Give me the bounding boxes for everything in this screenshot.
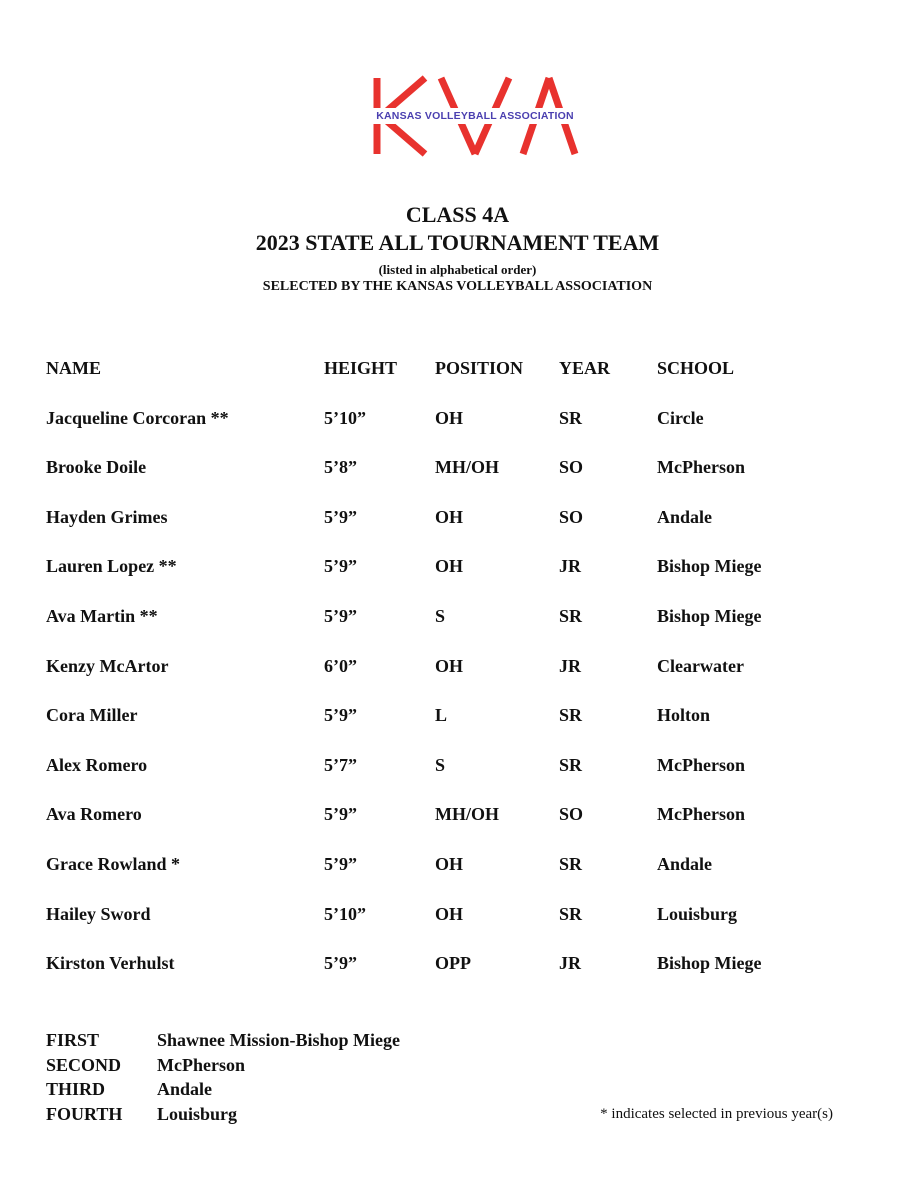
player-year: SO <box>559 457 584 478</box>
table-row <box>46 851 866 901</box>
player-school: Circle <box>657 407 704 428</box>
player-name: Ava Martin ** <box>46 605 158 626</box>
player-height: 5’9” <box>324 953 357 974</box>
player-school: Louisburg <box>657 903 738 924</box>
player-year: SR <box>559 903 583 924</box>
player-year: JR <box>559 556 581 577</box>
player-school: Andale <box>657 506 713 527</box>
player-position: OH <box>435 556 464 577</box>
player-name: Alex Romero <box>46 754 148 775</box>
column-header-height: HEIGHT <box>324 358 398 378</box>
table-row <box>46 603 866 653</box>
player-position: OPP <box>435 953 471 974</box>
player-name: Jacqueline Corcoran ** <box>46 407 229 428</box>
player-name: Hailey Sword <box>46 903 151 924</box>
player-year: SR <box>559 407 583 428</box>
player-year: JR <box>559 953 581 974</box>
player-height: 5’9” <box>324 853 357 874</box>
player-year: SR <box>559 705 583 726</box>
player-position: OH <box>435 655 464 676</box>
player-height: 5’9” <box>324 556 357 577</box>
finish-row <box>46 1077 546 1102</box>
player-height: 5’9” <box>324 506 357 527</box>
finish-team: McPherson <box>157 1054 245 1075</box>
finish-place: THIRD <box>46 1079 106 1099</box>
player-school: McPherson <box>657 804 745 825</box>
table-row <box>46 950 866 1000</box>
player-school: Bishop Miege <box>657 556 762 577</box>
footnote: * indicates selected in previous year(s) <box>600 1106 833 1122</box>
team-title: 2023 STATE ALL TOURNAMENT TEAM <box>255 230 660 255</box>
table-row <box>46 901 866 951</box>
finish-team: Andale <box>157 1079 213 1099</box>
table-row <box>46 653 866 703</box>
tournament-finish-list <box>46 1028 546 1126</box>
player-school: Holton <box>657 705 711 726</box>
logo-tagline: KANSAS VOLLEYBALL ASSOCIATION <box>355 108 595 124</box>
player-year: SO <box>559 804 584 825</box>
player-school: Bishop Miege <box>657 605 762 626</box>
player-year: SR <box>559 754 583 775</box>
player-position: OH <box>435 853 464 874</box>
player-school: Andale <box>657 853 713 874</box>
player-height: 6’0” <box>324 655 357 676</box>
player-school: McPherson <box>657 457 745 478</box>
table-row <box>46 801 866 851</box>
player-school: Clearwater <box>657 655 744 676</box>
column-header-name: NAME <box>46 358 101 378</box>
player-height: 5’7” <box>324 754 357 775</box>
table-row <box>46 702 866 752</box>
player-year: SR <box>559 605 583 626</box>
column-header-year: YEAR <box>559 358 611 378</box>
player-position: S <box>435 754 446 775</box>
player-height: 5’9” <box>324 605 357 626</box>
finish-team: Louisburg <box>157 1103 238 1124</box>
player-year: JR <box>559 655 581 676</box>
kva-logo <box>355 74 595 158</box>
player-position: S <box>435 605 446 626</box>
player-height: 5’9” <box>324 705 357 726</box>
player-height: 5’10” <box>324 407 366 428</box>
finish-row <box>46 1102 546 1127</box>
class-title: CLASS 4A <box>405 202 510 227</box>
finish-place: SECOND <box>46 1054 122 1075</box>
finish-row <box>46 1028 546 1053</box>
player-height: 5’9” <box>324 804 357 825</box>
table-row <box>46 504 866 554</box>
document-header <box>0 202 915 296</box>
player-name: Ava Romero <box>46 804 142 825</box>
player-name: Lauren Lopez ** <box>46 556 177 577</box>
player-position: L <box>435 705 448 726</box>
finish-place: FIRST <box>46 1030 100 1050</box>
finish-place: FOURTH <box>46 1103 123 1124</box>
roster-table <box>46 355 866 1000</box>
player-position: OH <box>435 506 464 527</box>
finish-team: Shawnee Mission-Bishop Miege <box>157 1030 401 1050</box>
table-row <box>46 752 866 802</box>
player-name: Brooke Doile <box>46 457 147 478</box>
player-name: Kirston Verhulst <box>46 953 175 974</box>
table-row <box>46 405 866 455</box>
column-header-school: SCHOOL <box>657 358 735 378</box>
table-header-row <box>46 355 866 405</box>
player-height: 5’8” <box>324 457 357 478</box>
selected-by: SELECTED BY THE KANSAS VOLLEYBALL ASSOCIATION <box>262 279 653 294</box>
order-note: (listed in alphabetical order) <box>378 262 537 277</box>
player-name: Cora Miller <box>46 705 138 726</box>
player-name: Kenzy McArtor <box>46 655 169 676</box>
column-header-position: POSITION <box>435 358 524 378</box>
player-year: SO <box>559 506 584 527</box>
table-row <box>46 454 866 504</box>
player-school: Bishop Miege <box>657 953 762 974</box>
finish-row <box>46 1053 546 1078</box>
player-name: Hayden Grimes <box>46 506 168 527</box>
player-position: MH/OH <box>435 804 499 825</box>
player-height: 5’10” <box>324 903 366 924</box>
player-position: MH/OH <box>435 457 499 478</box>
table-row <box>46 553 866 603</box>
player-position: OH <box>435 903 464 924</box>
player-year: SR <box>559 853 583 874</box>
player-position: OH <box>435 407 464 428</box>
player-name: Grace Rowland * <box>46 853 180 874</box>
player-school: McPherson <box>657 754 745 775</box>
